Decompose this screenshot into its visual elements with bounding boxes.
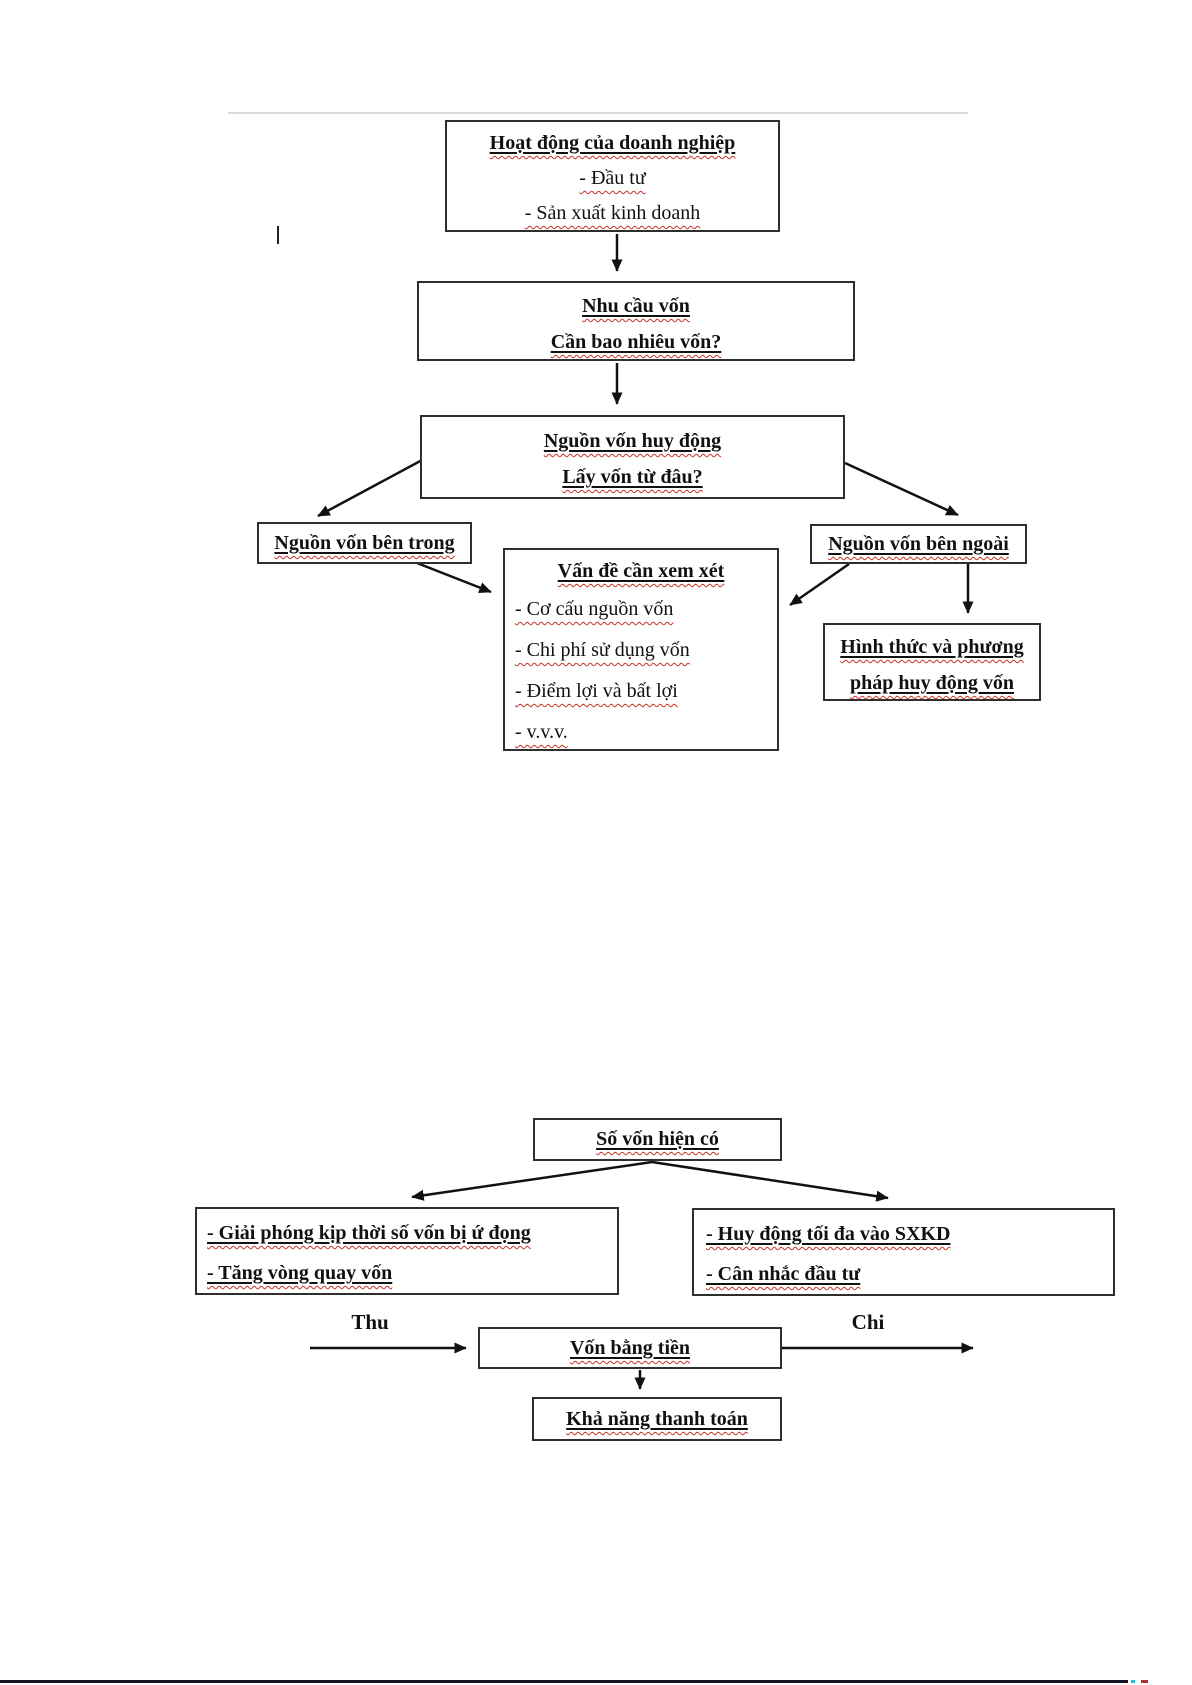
- box-title: Nguồn vốn bên trong: [274, 532, 455, 554]
- box-item: - Huy động tối đa vào SXKD: [706, 1223, 951, 1245]
- edge-dot-red: [1141, 1680, 1148, 1683]
- box-title: Khả năng thanh toán: [566, 1408, 748, 1430]
- page-boundary-line: [228, 112, 968, 114]
- outflow-label: Chi: [851, 1310, 885, 1334]
- internal-source-box[interactable]: [257, 522, 472, 564]
- box-title: Vốn bằng tiền: [569, 1337, 691, 1359]
- issues-box[interactable]: [503, 548, 779, 751]
- arrow-current-to-release: [412, 1162, 652, 1197]
- box-item: - Giải phóng kịp thời số vốn bị ứ đọng: [207, 1222, 531, 1244]
- box-title: Số vốn hiện có: [596, 1128, 719, 1150]
- activity-box[interactable]: [445, 120, 780, 232]
- arrow-source-to-internal: [318, 459, 424, 516]
- box-title: Nguồn vốn bên ngoài: [828, 533, 1009, 555]
- funding-source-box[interactable]: [420, 415, 845, 499]
- box-line: Cần bao nhiêu vốn?: [550, 331, 722, 353]
- box-item: - Sản xuất kinh doanh: [524, 202, 701, 224]
- mobilize-capital-box[interactable]: [692, 1208, 1115, 1296]
- box-line: pháp huy động vốn: [850, 672, 1014, 694]
- box-item: - Điểm lợi và bất lợi: [515, 680, 678, 702]
- box-title: Vấn đề cần xem xét: [557, 560, 725, 582]
- box-title: Nhu cầu vốn: [582, 295, 690, 317]
- cash-box[interactable]: [478, 1327, 782, 1369]
- box-line: Lấy vốn từ đâu?: [562, 466, 703, 488]
- arrow-external-to-issues: [790, 564, 849, 605]
- box-item: - v.v.v.: [515, 721, 568, 743]
- inflow-label: Thu: [351, 1310, 389, 1334]
- current-capital-box[interactable]: [533, 1118, 782, 1161]
- box-title: Nguồn vốn huy động: [543, 430, 722, 452]
- box-line: Hình thức và phương: [840, 636, 1024, 658]
- edge-dot-cyan: [1131, 1680, 1135, 1683]
- box-title: Hoạt động của doanh nghiệp: [489, 132, 736, 154]
- methods-box[interactable]: [823, 623, 1041, 701]
- box-item: - Đầu tư: [579, 167, 646, 189]
- box-item: - Chi phí sử dụng vốn: [515, 639, 690, 661]
- arrow-current-to-mobilize: [652, 1162, 888, 1198]
- arrow-internal-to-issues: [417, 563, 491, 592]
- page-bottom-edge: [0, 1680, 1128, 1683]
- external-source-box[interactable]: [810, 524, 1027, 564]
- release-capital-box[interactable]: [195, 1207, 619, 1295]
- capital-need-box[interactable]: [417, 281, 855, 361]
- solvency-box[interactable]: [532, 1397, 782, 1441]
- arrow-source-to-external: [845, 463, 958, 515]
- box-item: - Tăng vòng quay vốn: [207, 1262, 393, 1284]
- text-cursor: [277, 226, 279, 244]
- box-item: - Cân nhắc đầu tư: [706, 1263, 861, 1285]
- box-item: - Cơ cấu nguồn vốn: [515, 598, 674, 620]
